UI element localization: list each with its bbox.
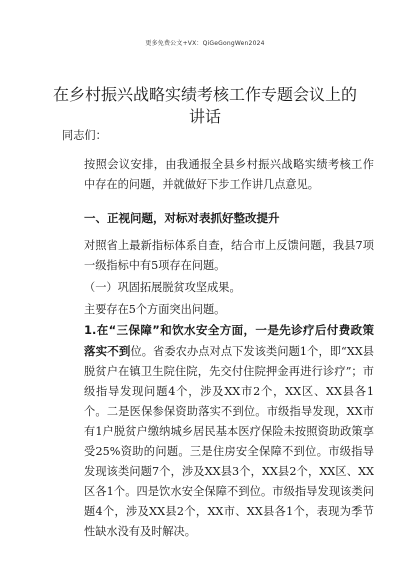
intro-paragraph: 按照会议安排，由我通报全县乡村振兴战略实绩考核工作中存在的问题，并就做好下步工作讲几点意见。 bbox=[84, 158, 374, 191]
point-1-paragraph bbox=[62, 320, 374, 542]
section-heading-1: 一、正视问题，对标对表抓好整改提升 bbox=[84, 211, 280, 225]
document-title: 在乡村振兴战略实绩考核工作专题会议上的讲话 bbox=[52, 85, 357, 126]
point-1-body: 位。省委农办点对点下发该类问题1个，即“XX县脱贫户在镇卫生院住院，先交付住院押金再进行诊疗”；市级指导发现问题4个，涉及XX市2个，XX区、XX县各1个。二是医保参保资助落实不到位。市级指导发现，XX市有1户脱贫户缴纳城乡居民基本医疗保险未按照资助政策享受25%资助的问题。三是住房安全保障不到位。市级指导发现该类问题7个，涉及XX县3个，XX县2个，XX区、XX区各1个。四是饮水安全保障不到位。市级指导发现该类问题4个，涉及XX县2个，XX市、XX县各1个，表现为季节性缺水没有及时解决。 bbox=[84, 345, 374, 538]
paragraph-main-issues: 主要存在5个方面突出问题。 bbox=[84, 303, 226, 316]
watermark-text: 更多免费公文+VX：QiGeGongWen2024 bbox=[145, 40, 265, 47]
salutation: 同志们： bbox=[62, 129, 107, 142]
subheading-consolidate: （一）巩固拓展脱贫攻坚成果。 bbox=[84, 281, 241, 294]
paragraph-self-check: 对照省上最新指标体系自查，结合市上反馈问题，我县7项一级指标中有5项存在问题。 bbox=[84, 239, 374, 272]
point-1-lead: 1.在“三保障”和饮水安全方面，一是先诊疗后付费政策落实不到 bbox=[84, 323, 374, 358]
